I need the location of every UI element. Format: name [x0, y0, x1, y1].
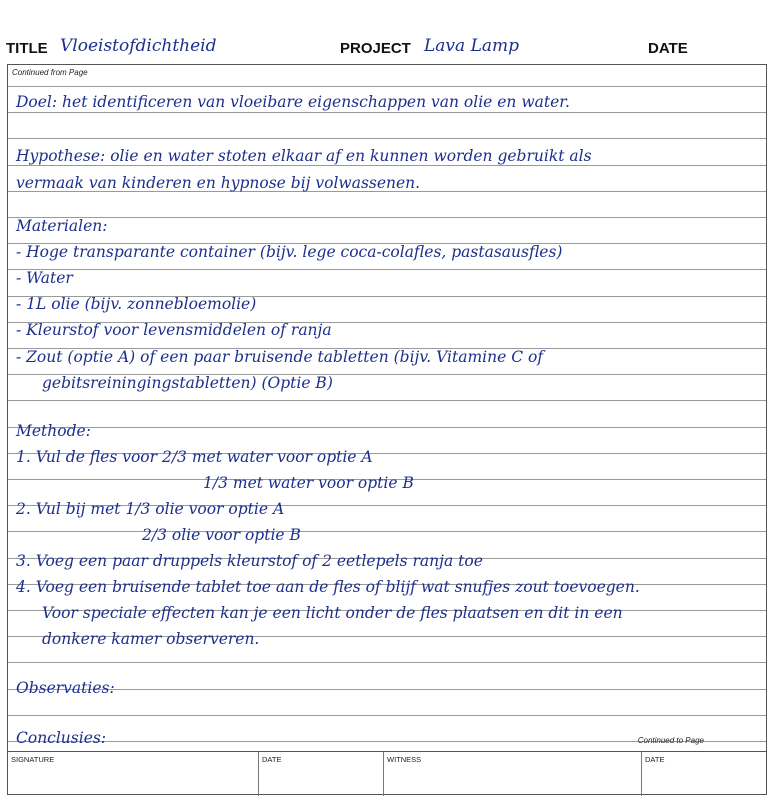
signature-label: SIGNATURE — [11, 755, 55, 764]
note-line: Doel: het identificeren van vloeibare eigenschappen van olie en water. — [16, 93, 570, 111]
note-line: - Kleurstof voor levensmiddelen of ranja — [16, 321, 332, 339]
signature-cell[interactable] — [8, 752, 258, 796]
date-label: DATE — [648, 40, 688, 57]
ruled-line — [8, 165, 766, 166]
note-line: Methode: — [16, 422, 91, 440]
project-value: Lava Lamp — [424, 36, 519, 56]
title-value: Vloeistofdichtheid — [60, 36, 217, 56]
continued-from-label: Continued from Page — [12, 68, 88, 77]
note-line: Conclusies: — [16, 729, 107, 747]
signature-row — [8, 751, 766, 796]
note-line: Materialen: — [16, 217, 108, 235]
note-line: Hypothese: olie en water stoten elkaar af en kunnen worden gebruikt als — [16, 147, 592, 165]
project-label: PROJECT — [340, 40, 411, 57]
title-label: TITLE — [6, 40, 48, 57]
note-line: 1/3 met water voor optie B — [203, 474, 414, 492]
note-line: donkere kamer observeren. — [42, 630, 260, 648]
ruled-line — [8, 400, 766, 401]
notebook-page — [7, 64, 767, 795]
note-line: - Water — [16, 269, 73, 287]
signature-date-label: DATE — [262, 755, 282, 764]
ruled-line — [8, 269, 766, 270]
witness-cell[interactable] — [383, 752, 641, 796]
note-line: gebitsreiningingstabletten) (Optie B) — [42, 374, 333, 392]
ruled-line — [8, 86, 766, 87]
note-line: vermaak van kinderen en hypnose bij volwassenen. — [16, 174, 421, 192]
ruled-line — [8, 531, 766, 532]
note-line: - Hoge transparante container (bijv. lege coca-colafles, pastasausfles) — [16, 243, 563, 261]
ruled-line — [8, 427, 766, 428]
note-line: - Zout (optie A) of een paar bruisende tabletten (bijv. Vitamine C of — [16, 348, 544, 366]
continued-to-label: Continued to Page — [637, 736, 704, 745]
notebook-header — [0, 0, 773, 64]
ruled-line — [8, 715, 766, 716]
signature-date-cell[interactable] — [258, 752, 383, 796]
note-line: 2. Vul bij met 1/3 olie voor optie A — [16, 500, 285, 518]
note-line: 1. Vul de fles voor 2/3 met water voor optie A — [16, 448, 373, 466]
note-line: - 1L olie (bijv. zonnebloemolie) — [16, 295, 257, 313]
ruled-line — [8, 689, 766, 690]
note-line: Voor speciale effecten kan je een licht onder de fles plaatsen en dit in een — [42, 604, 623, 622]
witness-date-label: DATE — [645, 755, 665, 764]
witness-date-cell[interactable] — [641, 752, 765, 796]
note-line: 3. Voeg een paar druppels kleurstof of 2 eetlepels ranja toe — [16, 552, 483, 570]
ruled-line — [8, 138, 766, 139]
note-line: 4. Voeg een bruisende tablet toe aan de fles of blijf wat snufjes zout toevoegen. — [16, 578, 640, 596]
ruled-line — [8, 217, 766, 218]
ruled-line — [8, 662, 766, 663]
note-line: 2/3 olie voor optie B — [142, 526, 301, 544]
ruled-line — [8, 112, 766, 113]
witness-label: WITNESS — [387, 755, 422, 764]
note-line: Observaties: — [16, 679, 115, 697]
